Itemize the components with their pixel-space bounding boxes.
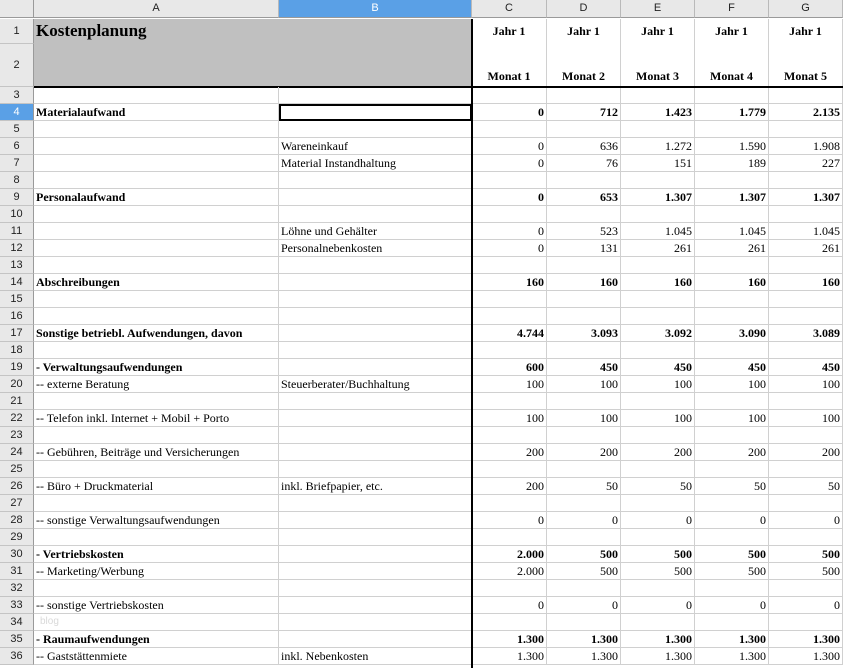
cell-g11[interactable]: 1.045 bbox=[769, 223, 843, 240]
cell-b29[interactable] bbox=[279, 529, 472, 546]
cell-a28[interactable]: -- sonstige Verwaltungsaufwendungen bbox=[34, 512, 279, 529]
row-header-32[interactable]: 32 bbox=[0, 580, 34, 597]
cell-c9[interactable]: 0 bbox=[472, 189, 547, 206]
cell-c7[interactable]: 0 bbox=[472, 155, 547, 172]
cell-e3[interactable] bbox=[621, 87, 695, 104]
cell-b24[interactable] bbox=[279, 444, 472, 461]
cell-e15[interactable] bbox=[621, 291, 695, 308]
cell-g21[interactable] bbox=[769, 393, 843, 410]
cell-e36[interactable]: 1.300 bbox=[621, 648, 695, 665]
cell-f6[interactable]: 1.590 bbox=[695, 138, 769, 155]
year-header-2[interactable]: Jahr 1 bbox=[547, 19, 621, 44]
row-header-21[interactable]: 21 bbox=[0, 393, 34, 410]
cell-d8[interactable] bbox=[547, 172, 621, 189]
cell-c11[interactable]: 0 bbox=[472, 223, 547, 240]
row-header-15[interactable]: 15 bbox=[0, 291, 34, 308]
cell-b7[interactable]: Material Instandhaltung bbox=[279, 155, 472, 172]
cell-g17[interactable]: 3.089 bbox=[769, 325, 843, 342]
cell-c21[interactable] bbox=[472, 393, 547, 410]
cell-f33[interactable]: 0 bbox=[695, 597, 769, 614]
cell-f15[interactable] bbox=[695, 291, 769, 308]
cell-g30[interactable]: 500 bbox=[769, 546, 843, 563]
cell-d7[interactable]: 76 bbox=[547, 155, 621, 172]
cell-g31[interactable]: 500 bbox=[769, 563, 843, 580]
active-cell-b4[interactable] bbox=[279, 104, 472, 121]
cell-e31[interactable]: 500 bbox=[621, 563, 695, 580]
cell-b30[interactable] bbox=[279, 546, 472, 563]
cell-b36[interactable]: inkl. Nebenkosten bbox=[279, 648, 472, 665]
cell-b33[interactable] bbox=[279, 597, 472, 614]
cell-a33[interactable]: -- sonstige Vertriebskosten bbox=[34, 597, 279, 614]
cell-a7[interactable] bbox=[34, 155, 279, 172]
cell-e14[interactable]: 160 bbox=[621, 274, 695, 291]
cell-c33[interactable]: 0 bbox=[472, 597, 547, 614]
cell-e18[interactable] bbox=[621, 342, 695, 359]
cell-c30[interactable]: 2.000 bbox=[472, 546, 547, 563]
row-header-30[interactable]: 30 bbox=[0, 546, 34, 563]
cell-b10[interactable] bbox=[279, 206, 472, 223]
cell-a36[interactable]: -- Gaststättenmiete bbox=[34, 648, 279, 665]
cell-c20[interactable]: 100 bbox=[472, 376, 547, 393]
cell-e33[interactable]: 0 bbox=[621, 597, 695, 614]
cell-b34[interactable] bbox=[279, 614, 472, 631]
cell-a23[interactable] bbox=[34, 427, 279, 444]
cell-a32[interactable] bbox=[34, 580, 279, 597]
cell-c6[interactable]: 0 bbox=[472, 138, 547, 155]
row-header-5[interactable]: 5 bbox=[0, 121, 34, 138]
cell-e8[interactable] bbox=[621, 172, 695, 189]
cell-f8[interactable] bbox=[695, 172, 769, 189]
column-header-b[interactable]: B bbox=[279, 0, 472, 18]
cell-d29[interactable] bbox=[547, 529, 621, 546]
cell-f18[interactable] bbox=[695, 342, 769, 359]
cell-d10[interactable] bbox=[547, 206, 621, 223]
cell-c23[interactable] bbox=[472, 427, 547, 444]
cell-g15[interactable] bbox=[769, 291, 843, 308]
year-header-4[interactable]: Jahr 1 bbox=[695, 19, 769, 44]
row-header-18[interactable]: 18 bbox=[0, 342, 34, 359]
cell-f24[interactable]: 200 bbox=[695, 444, 769, 461]
cell-a3[interactable] bbox=[34, 87, 279, 104]
row-header-19[interactable]: 19 bbox=[0, 359, 34, 376]
cell-e26[interactable]: 50 bbox=[621, 478, 695, 495]
row-header-9[interactable]: 9 bbox=[0, 189, 34, 206]
cell-d35[interactable]: 1.300 bbox=[547, 631, 621, 648]
row-header-31[interactable]: 31 bbox=[0, 563, 34, 580]
watermark-text: blog bbox=[40, 616, 59, 627]
row-header-34[interactable]: 34 bbox=[0, 614, 34, 631]
row-header-2[interactable]: 2 bbox=[0, 44, 34, 87]
cell-a13[interactable] bbox=[34, 257, 279, 274]
cell-f27[interactable] bbox=[695, 495, 769, 512]
cell-f11[interactable]: 1.045 bbox=[695, 223, 769, 240]
cell-g3[interactable] bbox=[769, 87, 843, 104]
month-header-1[interactable]: Monat 1 bbox=[472, 44, 547, 87]
cell-a8[interactable] bbox=[34, 172, 279, 189]
cell-b8[interactable] bbox=[279, 172, 472, 189]
cell-b11[interactable]: Löhne und Gehälter bbox=[279, 223, 472, 240]
cell-e34[interactable] bbox=[621, 614, 695, 631]
cell-d12[interactable]: 131 bbox=[547, 240, 621, 257]
cell-b15[interactable] bbox=[279, 291, 472, 308]
row-header-16[interactable]: 16 bbox=[0, 308, 34, 325]
cell-a11[interactable] bbox=[34, 223, 279, 240]
cell-e11[interactable]: 1.045 bbox=[621, 223, 695, 240]
cell-f25[interactable] bbox=[695, 461, 769, 478]
cell-e24[interactable]: 200 bbox=[621, 444, 695, 461]
cell-c29[interactable] bbox=[472, 529, 547, 546]
cell-e19[interactable]: 450 bbox=[621, 359, 695, 376]
column-header-d[interactable]: D bbox=[547, 0, 621, 18]
cell-e6[interactable]: 1.272 bbox=[621, 138, 695, 155]
cell-d16[interactable] bbox=[547, 308, 621, 325]
row-header-36[interactable]: 36 bbox=[0, 648, 34, 665]
cell-f36[interactable]: 1.300 bbox=[695, 648, 769, 665]
cell-f3[interactable] bbox=[695, 87, 769, 104]
column-header-a[interactable]: A bbox=[34, 0, 279, 18]
cell-g28[interactable]: 0 bbox=[769, 512, 843, 529]
cell-a12[interactable] bbox=[34, 240, 279, 257]
cell-b9[interactable] bbox=[279, 189, 472, 206]
cell-d9[interactable]: 653 bbox=[547, 189, 621, 206]
cell-d26[interactable]: 50 bbox=[547, 478, 621, 495]
cell-c26[interactable]: 200 bbox=[472, 478, 547, 495]
cell-g16[interactable] bbox=[769, 308, 843, 325]
cell-b23[interactable] bbox=[279, 427, 472, 444]
row-header-23[interactable]: 23 bbox=[0, 427, 34, 444]
cell-g25[interactable] bbox=[769, 461, 843, 478]
cell-f7[interactable]: 189 bbox=[695, 155, 769, 172]
column-header-f[interactable]: F bbox=[695, 0, 769, 18]
cell-f10[interactable] bbox=[695, 206, 769, 223]
cell-b3[interactable] bbox=[279, 87, 472, 104]
row-header-29[interactable]: 29 bbox=[0, 529, 34, 546]
cell-f13[interactable] bbox=[695, 257, 769, 274]
cell-f14[interactable]: 160 bbox=[695, 274, 769, 291]
cell-c18[interactable] bbox=[472, 342, 547, 359]
cell-a15[interactable] bbox=[34, 291, 279, 308]
cell-f34[interactable] bbox=[695, 614, 769, 631]
cell-d25[interactable] bbox=[547, 461, 621, 478]
cell-e29[interactable] bbox=[621, 529, 695, 546]
cell-d4[interactable]: 712 bbox=[547, 104, 621, 121]
cell-a31[interactable]: -- Marketing/Werbung bbox=[34, 563, 279, 580]
cell-f22[interactable]: 100 bbox=[695, 410, 769, 427]
cell-b28[interactable] bbox=[279, 512, 472, 529]
cell-d30[interactable]: 500 bbox=[547, 546, 621, 563]
row-header-4[interactable]: 4 bbox=[0, 104, 34, 121]
cell-e4[interactable]: 1.423 bbox=[621, 104, 695, 121]
cell-b26[interactable]: inkl. Briefpapier, etc. bbox=[279, 478, 472, 495]
cell-a9[interactable]: Personalaufwand bbox=[34, 189, 279, 206]
cell-b31[interactable] bbox=[279, 563, 472, 580]
month-header-2[interactable]: Monat 2 bbox=[547, 44, 621, 87]
cell-f19[interactable]: 450 bbox=[695, 359, 769, 376]
cell-c31[interactable]: 2.000 bbox=[472, 563, 547, 580]
cell-a27[interactable] bbox=[34, 495, 279, 512]
cell-d3[interactable] bbox=[547, 87, 621, 104]
cell-e7[interactable]: 151 bbox=[621, 155, 695, 172]
cell-b17[interactable] bbox=[279, 325, 472, 342]
cell-a14[interactable]: Abschreibungen bbox=[34, 274, 279, 291]
year-header-5[interactable]: Jahr 1 bbox=[769, 19, 843, 44]
cell-e12[interactable]: 261 bbox=[621, 240, 695, 257]
row-header-26[interactable]: 26 bbox=[0, 478, 34, 495]
row-header-28[interactable]: 28 bbox=[0, 512, 34, 529]
cell-e25[interactable] bbox=[621, 461, 695, 478]
cell-d6[interactable]: 636 bbox=[547, 138, 621, 155]
cell-d20[interactable]: 100 bbox=[547, 376, 621, 393]
cell-d24[interactable]: 200 bbox=[547, 444, 621, 461]
select-all-corner[interactable] bbox=[0, 0, 34, 18]
cell-d32[interactable] bbox=[547, 580, 621, 597]
cell-e32[interactable] bbox=[621, 580, 695, 597]
cell-c24[interactable]: 200 bbox=[472, 444, 547, 461]
cell-f12[interactable]: 261 bbox=[695, 240, 769, 257]
cell-g34[interactable] bbox=[769, 614, 843, 631]
cell-a4[interactable]: Materialaufwand bbox=[34, 104, 279, 121]
cell-d31[interactable]: 500 bbox=[547, 563, 621, 580]
cell-c17[interactable]: 4.744 bbox=[472, 325, 547, 342]
cell-b21[interactable] bbox=[279, 393, 472, 410]
cell-d19[interactable]: 450 bbox=[547, 359, 621, 376]
cell-c34[interactable] bbox=[472, 614, 547, 631]
cell-f32[interactable] bbox=[695, 580, 769, 597]
cell-a29[interactable] bbox=[34, 529, 279, 546]
cell-c10[interactable] bbox=[472, 206, 547, 223]
cell-b32[interactable] bbox=[279, 580, 472, 597]
row-header-14[interactable]: 14 bbox=[0, 274, 34, 291]
cell-e28[interactable]: 0 bbox=[621, 512, 695, 529]
cell-a21[interactable] bbox=[34, 393, 279, 410]
cell-a6[interactable] bbox=[34, 138, 279, 155]
cell-d11[interactable]: 523 bbox=[547, 223, 621, 240]
cell-a30[interactable]: - Vertriebskosten bbox=[34, 546, 279, 563]
cell-f26[interactable]: 50 bbox=[695, 478, 769, 495]
cell-e5[interactable] bbox=[621, 121, 695, 138]
cell-g7[interactable]: 227 bbox=[769, 155, 843, 172]
row-header-1[interactable]: 1 bbox=[0, 19, 34, 44]
cell-d23[interactable] bbox=[547, 427, 621, 444]
cell-a5[interactable] bbox=[34, 121, 279, 138]
cell-b18[interactable] bbox=[279, 342, 472, 359]
cell-c8[interactable] bbox=[472, 172, 547, 189]
cell-d27[interactable] bbox=[547, 495, 621, 512]
month-header-3[interactable]: Monat 3 bbox=[621, 44, 695, 87]
cell-a20[interactable]: -- externe Beratung bbox=[34, 376, 279, 393]
column-header-e[interactable]: E bbox=[621, 0, 695, 18]
cell-d13[interactable] bbox=[547, 257, 621, 274]
cell-g5[interactable] bbox=[769, 121, 843, 138]
cell-b20[interactable]: Steuerberater/Buchhaltung bbox=[279, 376, 472, 393]
month-header-5[interactable]: Monat 5 bbox=[769, 44, 843, 87]
column-header-g[interactable]: G bbox=[769, 0, 843, 18]
cell-g13[interactable] bbox=[769, 257, 843, 274]
cell-e27[interactable] bbox=[621, 495, 695, 512]
cell-d15[interactable] bbox=[547, 291, 621, 308]
cell-g35[interactable]: 1.300 bbox=[769, 631, 843, 648]
cell-d36[interactable]: 1.300 bbox=[547, 648, 621, 665]
cell-b27[interactable] bbox=[279, 495, 472, 512]
cell-b12[interactable]: Personalnebenkosten bbox=[279, 240, 472, 257]
cell-c27[interactable] bbox=[472, 495, 547, 512]
cell-e35[interactable]: 1.300 bbox=[621, 631, 695, 648]
cell-c32[interactable] bbox=[472, 580, 547, 597]
cell-c13[interactable] bbox=[472, 257, 547, 274]
row-header-8[interactable]: 8 bbox=[0, 172, 34, 189]
cell-g20[interactable]: 100 bbox=[769, 376, 843, 393]
cell-f35[interactable]: 1.300 bbox=[695, 631, 769, 648]
cell-d22[interactable]: 100 bbox=[547, 410, 621, 427]
cell-d17[interactable]: 3.093 bbox=[547, 325, 621, 342]
cell-g19[interactable]: 450 bbox=[769, 359, 843, 376]
cell-d28[interactable]: 0 bbox=[547, 512, 621, 529]
cell-c35[interactable]: 1.300 bbox=[472, 631, 547, 648]
cell-d5[interactable] bbox=[547, 121, 621, 138]
cell-b22[interactable] bbox=[279, 410, 472, 427]
cell-a25[interactable] bbox=[34, 461, 279, 478]
sheet-title[interactable]: Kostenplanung bbox=[34, 19, 279, 87]
row-header-12[interactable]: 12 bbox=[0, 240, 34, 257]
cell-a16[interactable] bbox=[34, 308, 279, 325]
header-cell-b[interactable] bbox=[279, 19, 472, 87]
cell-b13[interactable] bbox=[279, 257, 472, 274]
cell-c22[interactable]: 100 bbox=[472, 410, 547, 427]
cell-e16[interactable] bbox=[621, 308, 695, 325]
cell-e23[interactable] bbox=[621, 427, 695, 444]
cell-a22[interactable]: -- Telefon inkl. Internet + Mobil + Porto bbox=[34, 410, 279, 427]
cell-f17[interactable]: 3.090 bbox=[695, 325, 769, 342]
cell-e10[interactable] bbox=[621, 206, 695, 223]
row-header-17[interactable]: 17 bbox=[0, 325, 34, 342]
cell-c28[interactable]: 0 bbox=[472, 512, 547, 529]
cell-e9[interactable]: 1.307 bbox=[621, 189, 695, 206]
cell-f30[interactable]: 500 bbox=[695, 546, 769, 563]
separator-vertical bbox=[471, 19, 473, 668]
row-header-11[interactable]: 11 bbox=[0, 223, 34, 240]
year-header-1[interactable]: Jahr 1 bbox=[472, 19, 547, 44]
cell-c36[interactable]: 1.300 bbox=[472, 648, 547, 665]
cell-c12[interactable]: 0 bbox=[472, 240, 547, 257]
cell-g14[interactable]: 160 bbox=[769, 274, 843, 291]
cell-g4[interactable]: 2.135 bbox=[769, 104, 843, 121]
cell-g26[interactable]: 50 bbox=[769, 478, 843, 495]
cell-c16[interactable] bbox=[472, 308, 547, 325]
cell-b35[interactable] bbox=[279, 631, 472, 648]
row-header-20[interactable]: 20 bbox=[0, 376, 34, 393]
cell-g29[interactable] bbox=[769, 529, 843, 546]
cell-e13[interactable] bbox=[621, 257, 695, 274]
row-header-6[interactable]: 6 bbox=[0, 138, 34, 155]
cell-g12[interactable]: 261 bbox=[769, 240, 843, 257]
cell-a19[interactable]: - Verwaltungsaufwendungen bbox=[34, 359, 279, 376]
cell-g36[interactable]: 1.300 bbox=[769, 648, 843, 665]
cell-g9[interactable]: 1.307 bbox=[769, 189, 843, 206]
cell-f29[interactable] bbox=[695, 529, 769, 546]
year-header-3[interactable]: Jahr 1 bbox=[621, 19, 695, 44]
row-header-25[interactable]: 25 bbox=[0, 461, 34, 478]
cell-g32[interactable] bbox=[769, 580, 843, 597]
cell-d34[interactable] bbox=[547, 614, 621, 631]
row-header-22[interactable]: 22 bbox=[0, 410, 34, 427]
cell-f4[interactable]: 1.779 bbox=[695, 104, 769, 121]
cell-b16[interactable] bbox=[279, 308, 472, 325]
row-header-10[interactable]: 10 bbox=[0, 206, 34, 223]
row-header-7[interactable]: 7 bbox=[0, 155, 34, 172]
cell-a24[interactable]: -- Gebühren, Beiträge und Versicherungen bbox=[34, 444, 279, 461]
cell-a26[interactable]: -- Büro + Druckmaterial bbox=[34, 478, 279, 495]
cell-e17[interactable]: 3.092 bbox=[621, 325, 695, 342]
cell-f23[interactable] bbox=[695, 427, 769, 444]
cell-g18[interactable] bbox=[769, 342, 843, 359]
cell-f21[interactable] bbox=[695, 393, 769, 410]
cell-g33[interactable]: 0 bbox=[769, 597, 843, 614]
cell-a17[interactable]: Sonstige betriebl. Aufwendungen, davon bbox=[34, 325, 279, 342]
cell-a34[interactable] bbox=[34, 614, 279, 631]
cell-d33[interactable]: 0 bbox=[547, 597, 621, 614]
cell-e21[interactable] bbox=[621, 393, 695, 410]
cell-b14[interactable] bbox=[279, 274, 472, 291]
cell-f20[interactable]: 100 bbox=[695, 376, 769, 393]
cell-d18[interactable] bbox=[547, 342, 621, 359]
row-header-35[interactable]: 35 bbox=[0, 631, 34, 648]
cell-f5[interactable] bbox=[695, 121, 769, 138]
cell-c25[interactable] bbox=[472, 461, 547, 478]
cell-f16[interactable] bbox=[695, 308, 769, 325]
row-header-13[interactable]: 13 bbox=[0, 257, 34, 274]
cell-d21[interactable] bbox=[547, 393, 621, 410]
row-header-24[interactable]: 24 bbox=[0, 444, 34, 461]
cell-g23[interactable] bbox=[769, 427, 843, 444]
cell-c3[interactable] bbox=[472, 87, 547, 104]
cell-e20[interactable]: 100 bbox=[621, 376, 695, 393]
cell-g22[interactable]: 100 bbox=[769, 410, 843, 427]
cell-f9[interactable]: 1.307 bbox=[695, 189, 769, 206]
cell-c14[interactable]: 160 bbox=[472, 274, 547, 291]
cell-b25[interactable] bbox=[279, 461, 472, 478]
cell-g24[interactable]: 200 bbox=[769, 444, 843, 461]
cell-f28[interactable]: 0 bbox=[695, 512, 769, 529]
row-header-3[interactable]: 3 bbox=[0, 87, 34, 104]
cell-a35[interactable]: - Raumaufwendungen bbox=[34, 631, 279, 648]
row-header-27[interactable]: 27 bbox=[0, 495, 34, 512]
row-header-33[interactable]: 33 bbox=[0, 597, 34, 614]
cell-c15[interactable] bbox=[472, 291, 547, 308]
cell-g27[interactable] bbox=[769, 495, 843, 512]
cell-g6[interactable]: 1.908 bbox=[769, 138, 843, 155]
cell-f31[interactable]: 500 bbox=[695, 563, 769, 580]
cell-c5[interactable] bbox=[472, 121, 547, 138]
cell-e22[interactable]: 100 bbox=[621, 410, 695, 427]
cell-e30[interactable]: 500 bbox=[621, 546, 695, 563]
cell-b6[interactable]: Wareneinkauf bbox=[279, 138, 472, 155]
cell-g8[interactable] bbox=[769, 172, 843, 189]
cell-a18[interactable] bbox=[34, 342, 279, 359]
month-header-4[interactable]: Monat 4 bbox=[695, 44, 769, 87]
cell-b5[interactable] bbox=[279, 121, 472, 138]
cell-d14[interactable]: 160 bbox=[547, 274, 621, 291]
cell-g10[interactable] bbox=[769, 206, 843, 223]
cell-c4[interactable]: 0 bbox=[472, 104, 547, 121]
cell-b19[interactable] bbox=[279, 359, 472, 376]
cell-a10[interactable] bbox=[34, 206, 279, 223]
column-header-c[interactable]: C bbox=[472, 0, 547, 18]
cell-c19[interactable]: 600 bbox=[472, 359, 547, 376]
